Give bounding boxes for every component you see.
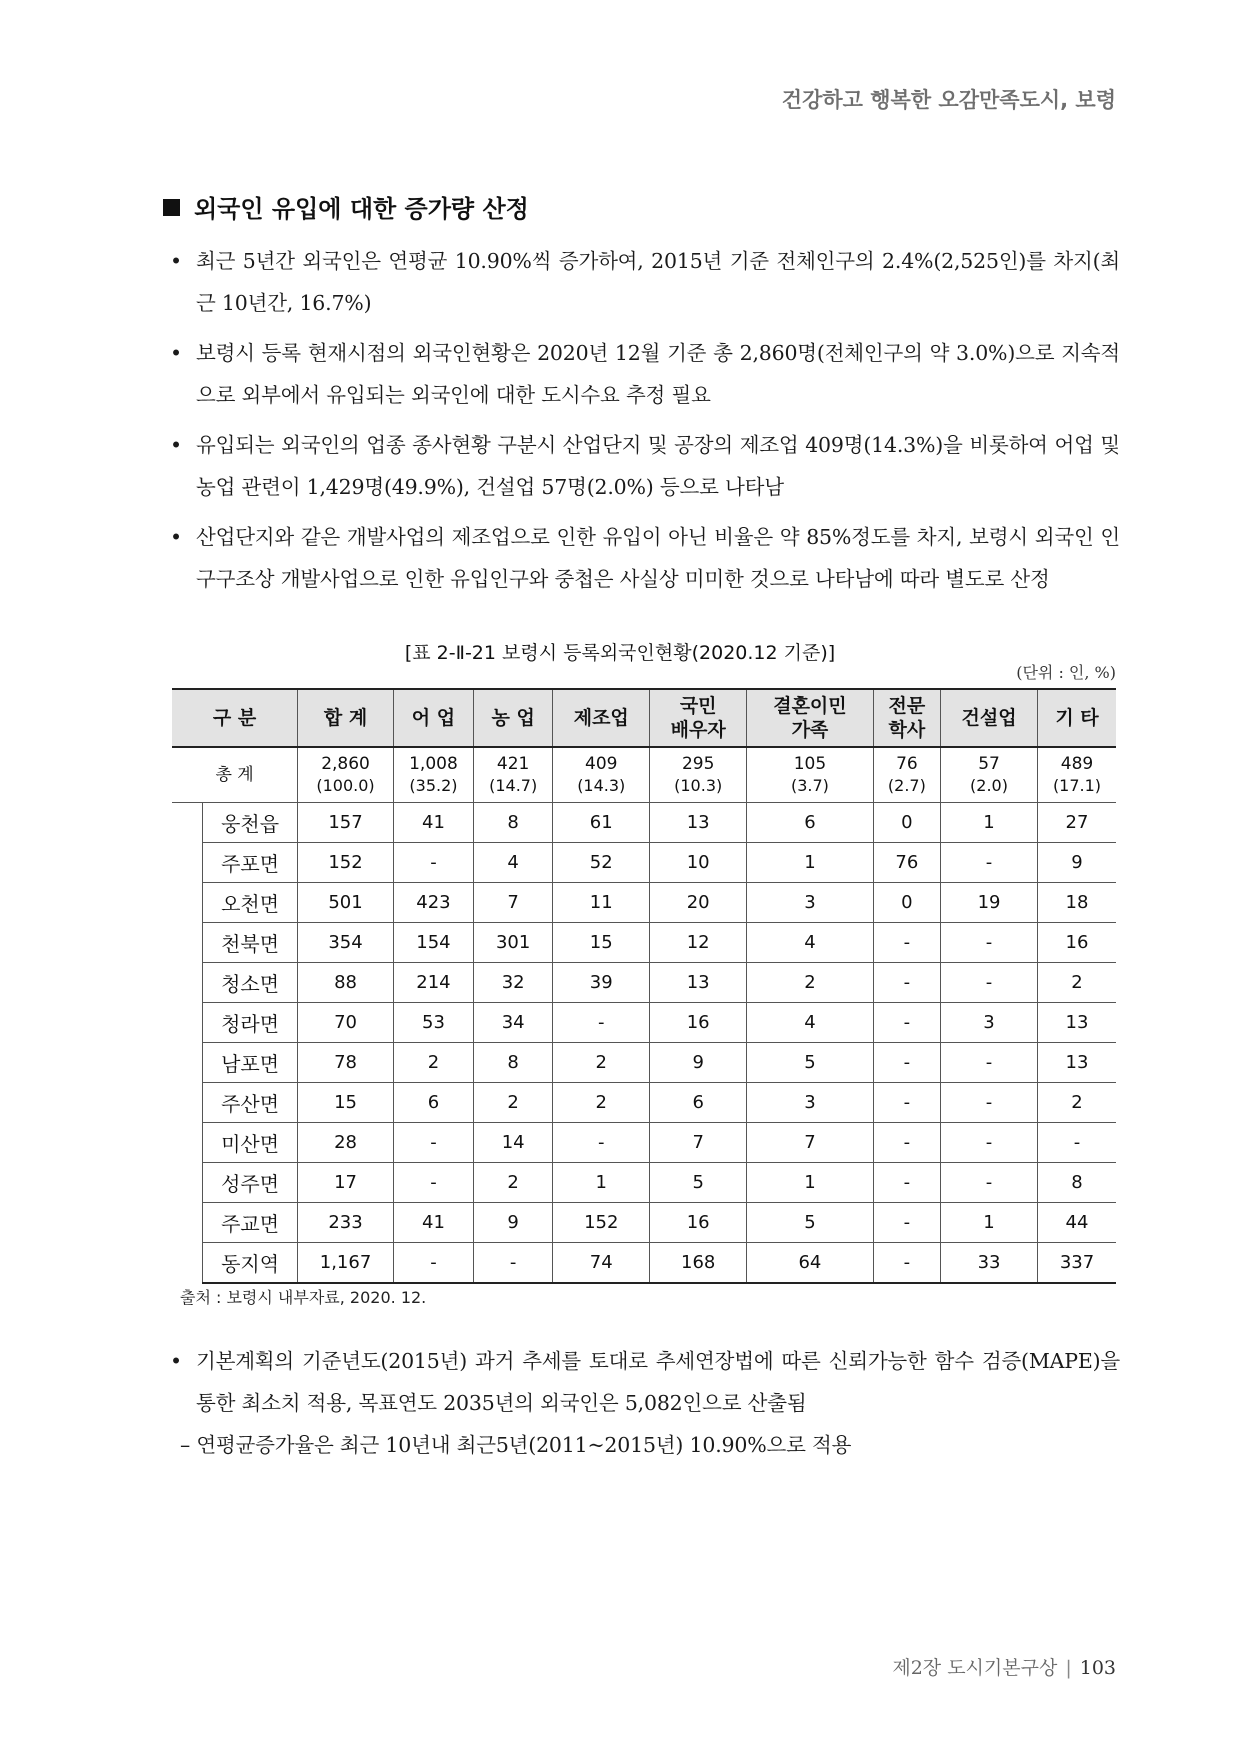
column-header: 국민 배우자 — [650, 689, 747, 747]
bullet-text: 유입되는 외국인의 업종 종사현황 구분시 산업단지 및 공장의 제조업 409명(14.3%)을 비롯하여 어업 및 농업 관련이 1,429명(49.9%), 건설업 57명(2.0%) 등으로 나타남 — [196, 433, 1120, 499]
total-percent: (17.1) — [1052, 776, 1102, 795]
table-cell: 154 — [393, 923, 473, 963]
table-cell: 7 — [747, 1123, 874, 1163]
table-row — [172, 1043, 1116, 1083]
column-header: 건설업 — [941, 689, 1038, 747]
table-cell: 15 — [553, 923, 650, 963]
table-cell: 27 — [1037, 803, 1116, 843]
table-cell: - — [873, 1163, 940, 1203]
table-cell: - — [941, 1083, 1038, 1123]
table-cell: - — [474, 1243, 553, 1284]
table-cell: 2 — [1037, 1083, 1116, 1123]
table-cell: 337 — [1037, 1243, 1116, 1284]
sub-item: – 연평균증가율은 최근 10년내 최근5년(2011~2015년) 10.90%으로 적용 — [180, 1433, 852, 1457]
bullet-dot-icon: • — [170, 525, 182, 549]
table-cell: 78 — [298, 1043, 394, 1083]
table-cell: 9 — [1037, 843, 1116, 883]
table-cell: 16 — [1037, 923, 1116, 963]
total-cell — [873, 747, 940, 803]
table-cell: - — [941, 843, 1038, 883]
square-bullet-icon — [163, 199, 180, 216]
table-cell: 10 — [650, 843, 747, 883]
table-cell: 41 — [393, 1203, 473, 1243]
table-cell: 4 — [474, 843, 553, 883]
table-source: 출처 : 보령시 내부자료, 2020. 12. — [180, 1288, 427, 1307]
table-cell: 8 — [474, 803, 553, 843]
table-cell: 3 — [941, 1003, 1038, 1043]
table-cell: 1 — [747, 1163, 874, 1203]
table-cell: 39 — [553, 963, 650, 1003]
table-cell: 301 — [474, 923, 553, 963]
total-percent: (2.7) — [887, 776, 926, 795]
table-cell: - — [553, 1003, 650, 1043]
foreigner-status-table — [172, 688, 1116, 1284]
table-cell: 6 — [650, 1083, 747, 1123]
total-percent: (3.7) — [790, 776, 829, 795]
table-cell: 88 — [298, 963, 394, 1003]
table-row — [172, 1003, 1116, 1043]
table-cell: 2 — [553, 1083, 650, 1123]
table-cell: 157 — [298, 803, 394, 843]
table-row — [172, 1203, 1116, 1243]
table-row — [172, 1123, 1116, 1163]
column-header: 어 업 — [393, 689, 473, 747]
column-header: 결혼이민 가족 — [747, 689, 874, 747]
table-cell: 74 — [553, 1243, 650, 1284]
column-header: 구 분 — [172, 689, 298, 747]
table-cell: 2 — [393, 1043, 473, 1083]
table-cell: - — [941, 963, 1038, 1003]
total-cell — [474, 747, 553, 803]
table-cell: 2 — [474, 1083, 553, 1123]
row-label: 주포면 — [203, 843, 298, 883]
total-percent: (10.3) — [674, 776, 723, 795]
table-cell: 20 — [650, 883, 747, 923]
table-cell: 16 — [650, 1003, 747, 1043]
indent-gutter — [172, 1083, 203, 1123]
table-cell: 18 — [1037, 883, 1116, 923]
total-cell — [650, 747, 747, 803]
running-header: 건강하고 행복한 오감만족도시, 보령 — [781, 88, 1116, 112]
table-cell: 1 — [941, 803, 1038, 843]
total-value: 409 — [585, 754, 618, 774]
total-value: 1,008 — [409, 754, 458, 774]
table-cell: 33 — [941, 1243, 1038, 1284]
indent-gutter — [172, 1243, 203, 1284]
bullet-list — [170, 240, 1120, 608]
bullet-text: 산업단지와 같은 개발사업의 제조업으로 인한 유입이 아닌 비율은 약 85%정도를 차지, 보령시 외국인 인구구조상 개발사업으로 인한 유입인구와 중첩은 사실상 미미한 것으로 나타남에 따라 별도로 산정 — [196, 525, 1120, 591]
indent-gutter — [172, 803, 203, 843]
table-cell: 19 — [941, 883, 1038, 923]
table-row — [172, 1163, 1116, 1203]
indent-gutter — [172, 1163, 203, 1203]
table-cell: - — [941, 1123, 1038, 1163]
table-cell: 5 — [747, 1203, 874, 1243]
page-number: 103 — [1079, 1657, 1116, 1679]
bullet-dot-icon: • — [170, 1349, 182, 1373]
table-cell: - — [1037, 1123, 1116, 1163]
row-label: 웅천읍 — [203, 803, 298, 843]
bullet-text: 최근 5년간 외국인은 연평균 10.90%씩 증가하여, 2015년 기준 전체인구의 2.4%(2,525인)를 차지(최근 10년간, 16.7%) — [196, 249, 1120, 315]
table-cell: 61 — [553, 803, 650, 843]
table-cell: - — [873, 1003, 940, 1043]
indent-gutter — [172, 923, 203, 963]
table-cell: - — [873, 1123, 940, 1163]
table-cell: 0 — [873, 803, 940, 843]
total-value: 421 — [496, 754, 530, 774]
row-label: 남포면 — [203, 1043, 298, 1083]
total-row — [172, 747, 1116, 803]
table-cell: 7 — [474, 883, 553, 923]
table-cell: 5 — [650, 1163, 747, 1203]
row-label: 청소면 — [203, 963, 298, 1003]
row-label: 오천면 — [203, 883, 298, 923]
bullet-dot-icon: • — [170, 433, 182, 457]
table-cell: 9 — [650, 1043, 747, 1083]
indent-gutter — [172, 963, 203, 1003]
table-cell: 6 — [393, 1083, 473, 1123]
table-row — [172, 1083, 1116, 1123]
indent-gutter — [172, 1043, 203, 1083]
table-caption: [표 2-Ⅱ-21 보령시 등록외국인현황(2020.12 기준)] — [404, 642, 836, 664]
table-cell: 354 — [298, 923, 394, 963]
table-cell: 7 — [650, 1123, 747, 1163]
table-cell: 13 — [1037, 1003, 1116, 1043]
bullet-item — [170, 1340, 1120, 1424]
table-cell: - — [393, 1163, 473, 1203]
total-cell — [553, 747, 650, 803]
footer-separator: | — [1065, 1657, 1072, 1679]
table-header-row — [172, 689, 1116, 747]
indent-gutter — [172, 883, 203, 923]
table-cell: 11 — [553, 883, 650, 923]
total-cell — [941, 747, 1038, 803]
table-cell: 13 — [650, 963, 747, 1003]
table-cell: - — [393, 1243, 473, 1284]
section-heading — [163, 189, 529, 224]
indent-gutter — [172, 843, 203, 883]
table-cell: 423 — [393, 883, 473, 923]
bullet-item — [170, 424, 1120, 508]
table-cell: 2 — [553, 1043, 650, 1083]
total-percent: (14.3) — [577, 776, 626, 795]
table-body — [172, 747, 1116, 1283]
table-cell: 5 — [747, 1043, 874, 1083]
total-value: 2,860 — [321, 754, 370, 774]
table-cell: 0 — [873, 883, 940, 923]
table-cell: 1 — [553, 1163, 650, 1203]
column-header: 제조업 — [553, 689, 650, 747]
table-cell: 4 — [747, 1003, 874, 1043]
table-row — [172, 883, 1116, 923]
total-cell — [747, 747, 874, 803]
table-cell: 152 — [553, 1203, 650, 1243]
total-value: 295 — [681, 754, 715, 774]
table-cell: 2 — [1037, 963, 1116, 1003]
bullet-item — [170, 516, 1120, 600]
table-cell: 3 — [747, 1083, 874, 1123]
bullet-item — [170, 240, 1120, 324]
bullet-dot-icon: • — [170, 341, 182, 365]
table-cell: 70 — [298, 1003, 394, 1043]
total-cell — [298, 747, 394, 803]
table-cell: - — [941, 1163, 1038, 1203]
table-cell: 8 — [474, 1043, 553, 1083]
total-value: 76 — [896, 754, 918, 774]
row-label: 청라면 — [203, 1003, 298, 1043]
table-cell: 41 — [393, 803, 473, 843]
column-header: 기 타 — [1037, 689, 1116, 747]
indent-gutter — [172, 1003, 203, 1043]
row-label: 동지역 — [203, 1243, 298, 1284]
table-cell: - — [873, 1043, 940, 1083]
table-cell: 6 — [747, 803, 874, 843]
table-cell: - — [873, 1203, 940, 1243]
column-header: 농 업 — [474, 689, 553, 747]
table-cell: 53 — [393, 1003, 473, 1043]
table-cell: 34 — [474, 1003, 553, 1043]
footer-chapter: 제2장 도시기본구상 — [892, 1657, 1058, 1679]
column-header: 전문 학사 — [873, 689, 940, 747]
total-value: 105 — [793, 754, 827, 774]
table-cell: 13 — [1037, 1043, 1116, 1083]
table-row — [172, 803, 1116, 843]
table-row — [172, 963, 1116, 1003]
row-label: 주산면 — [203, 1083, 298, 1123]
table-cell: 52 — [553, 843, 650, 883]
table-cell: 2 — [747, 963, 874, 1003]
table-row — [172, 1243, 1116, 1284]
total-cell — [1037, 747, 1116, 803]
bullet-text: 기본계획의 기준년도(2015년) 과거 추세를 토대로 추세연장법에 따른 신뢰가능한 함수 검증(MAPE)을 통한 최소치 적용, 목표연도 2035년의 외국인은 5,082인으로 산출됨 — [196, 1349, 1120, 1415]
bullet-list-2 — [170, 1340, 1120, 1424]
table-cell: 64 — [747, 1243, 874, 1284]
table-cell: 12 — [650, 923, 747, 963]
total-value: 489 — [1060, 754, 1094, 774]
unit-note: (단위 : 인, %) — [1016, 663, 1116, 682]
table-cell: 44 — [1037, 1203, 1116, 1243]
table-cell: - — [873, 1243, 940, 1284]
row-label: 주교면 — [203, 1203, 298, 1243]
table-cell: 3 — [747, 883, 874, 923]
table-row — [172, 843, 1116, 883]
table-cell: 15 — [298, 1083, 394, 1123]
table-cell: - — [393, 1123, 473, 1163]
total-value: 57 — [978, 754, 1000, 774]
page-footer — [892, 1653, 1116, 1680]
table-cell: 9 — [474, 1203, 553, 1243]
bullet-item — [170, 332, 1120, 416]
indent-gutter — [172, 1203, 203, 1243]
row-label: 천북면 — [203, 923, 298, 963]
table-cell: 233 — [298, 1203, 394, 1243]
table-cell: - — [941, 923, 1038, 963]
row-label: 총 계 — [172, 747, 298, 803]
table-row — [172, 923, 1116, 963]
table-cell: 1 — [941, 1203, 1038, 1243]
table-cell: - — [393, 843, 473, 883]
bullet-dot-icon: • — [170, 249, 182, 273]
table-cell: 13 — [650, 803, 747, 843]
table-cell: 1,167 — [298, 1243, 394, 1284]
table-cell: 76 — [873, 843, 940, 883]
table-cell: 16 — [650, 1203, 747, 1243]
table-cell: 1 — [747, 843, 874, 883]
table-cell: 17 — [298, 1163, 394, 1203]
table-cell: 152 — [298, 843, 394, 883]
row-label: 성주면 — [203, 1163, 298, 1203]
table-cell: 214 — [393, 963, 473, 1003]
total-percent: (35.2) — [409, 776, 458, 795]
table-cell: 14 — [474, 1123, 553, 1163]
section-heading-text: 외국인 유입에 대한 증가량 산정 — [194, 195, 529, 223]
table-cell: 32 — [474, 963, 553, 1003]
table-cell: 8 — [1037, 1163, 1116, 1203]
table-cell: 168 — [650, 1243, 747, 1284]
table-cell: - — [553, 1123, 650, 1163]
table-cell: - — [873, 1083, 940, 1123]
table-cell: - — [873, 923, 940, 963]
indent-gutter — [172, 1123, 203, 1163]
table-cell: - — [873, 963, 940, 1003]
table-cell: 28 — [298, 1123, 394, 1163]
table-cell: - — [941, 1043, 1038, 1083]
bullet-text: 보령시 등록 현재시점의 외국인현황은 2020년 12월 기준 총 2,860명(전체인구의 약 3.0%)으로 지속적으로 외부에서 유입되는 외국인에 대한 도시수요 추정 필요 — [196, 341, 1120, 407]
row-label: 미산면 — [203, 1123, 298, 1163]
table-cell: 4 — [747, 923, 874, 963]
total-percent: (14.7) — [489, 776, 538, 795]
total-percent: (2.0) — [970, 776, 1008, 795]
column-header: 합 계 — [298, 689, 394, 747]
table-cell: 2 — [474, 1163, 553, 1203]
total-cell — [393, 747, 473, 803]
table-cell: 501 — [298, 883, 394, 923]
total-percent: (100.0) — [316, 776, 375, 795]
